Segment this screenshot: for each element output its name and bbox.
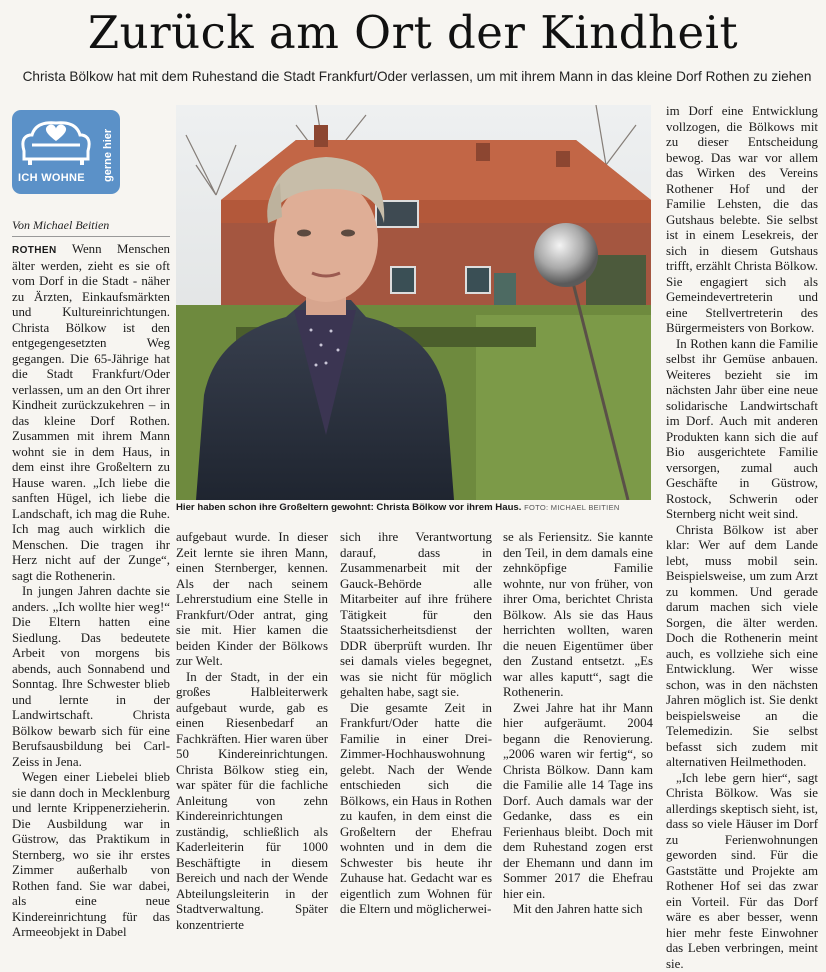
column-2-paragraph-2: In der Stadt, in der ein großes Halbleiterwerk aufgebaut wurde, gab es einen Riesenbedarf an Fachkräften. Hier waren über 50 Kindereinrichtungen. Christa Bölkow stieg ein, war später für die fachliche Anleitung von zehn Kindereinrichtungen zuständig, schließlich als Kaderleiterin für 1000 Beschäftigte in diesem Bereich und nach der Wende Abteilungsleiterin in der Stadtverwaltung. Später konzentrierte: [176, 670, 328, 934]
badge-side-text: gerne hier: [102, 168, 114, 182]
byline: Von Michael Beitien: [12, 218, 109, 233]
article-column-5: [666, 104, 818, 972]
column-5-paragraph-2: In Rothen kann die Familie selbst ihr Gemüse anbauen. Weiteres bezieht sie im nächsten Jahr über eine neue solidarische Landwirtschaft im Dorf. Auch mit anderen Produkten kann sich die auf Bio ausgerichtete Familie versorgen, zumal auch Geschäfte in Güstrow, Rostock, Schwerin oder Sternberg nicht weit sind.: [666, 337, 818, 523]
column-4-paragraph-2: Zwei Jahre hat ihr Mann hier aufgeräumt. 2004 begann die Renovierung. „2006 waren wir fertig“, so Christa Bölkow. Dann kam die Familie alle 14 Tage ins Dorf. Auch damals war der Gedanke, dass es ein Ferienhaus bleibt. Doch mit dem Ruhestand zogen erst der Ehemann und dann im Sommer 2017 die Ehefrau hier ein.: [503, 701, 653, 903]
photo-caption: Hier haben schon ihre Großeltern gewohnt: Christa Bölkow vor ihrem Haus.: [176, 502, 521, 513]
column-1-paragraph-3: Wegen einer Liebelei blieb sie dann doch in Mecklenburg und lernte Krippenerzieherin. Die Ausbildung war in Güstrow, das Praktikum in Sternberg, wo sie ihr erstes Zimmer außerhalb von Rothen fand. Sie war dabei, als eine neue Kindereinrichtung für das Armeeobjekt in Dabel: [12, 770, 170, 941]
column-4-paragraph-1: se als Feriensitz. Sie kannte den Teil, in dem damals eine zehnköpfige Familie wohnte, nur von früher, von ihrer Oma, berichtet Christa Bölkow. Als sie das Haus herrichten wollten, waren die neuen Eigentümer über den Zustand entsetzt. „Es war alles kaputt“, sagt die Rothenerin.: [503, 530, 653, 701]
column-2-paragraph-1: aufgebaut wurde. In dieser Zeit lernte sie ihren Mann, einen Sternberger, kennen. Als der nach seinem Lehrerstudium eine Stelle in Frankfurt/Oder antrat, ging sie mit. Hier kamen die beiden Kinder der Bölkows zur Welt.: [176, 530, 328, 670]
sofa-heart-icon: [18, 115, 94, 167]
photo-woman-in-front-of-house: [176, 105, 651, 500]
article-column-4: [503, 530, 653, 918]
badge-main-text: ICH WOHNE: [18, 172, 85, 184]
article-column-3: [340, 530, 492, 918]
column-5-paragraph-3: Christa Bölkow ist aber klar: Wer auf dem Lande lebt, muss mobil sein. Beispielsweise, um zum Arzt zu kommen. Und gerade darum machen sich viele Sorgen, die älter werden. Doch die Rothenerin meint auch, es vollziehe sich eine Entwicklung. Wer wisse schon, was in den nächsten Jahren möglich ist. Sie denkt beispielsweise an die Telemedizin. Sie selbst befasst sich zudem mit alternativen Heilmethoden.: [666, 523, 818, 771]
column-1-paragraph-1: ROTHEN Wenn Menschen älter werden, zieht es sie oft vom Dorf in die Stadt - näher zu Ärzten, Einkaufsmärkten und Kultureinrichtungen. Christa Bölkow ist den entgegengesetzten Weg gegangen. Die 65-Jährige hat die Stadt Frankfurt/Oder verlassen, um an den Ort ihrer Kindheit zurückzukehren – in das kleine Dorf Rothen. Zusammen mit ihrem Mann wohnt sie in dem Haus, in dem einst ihre Großeltern zu Hause waren. „Ich liebe die sanften Hügel, ich liebe die Landschaft, ich mag die Ruhe. Ich mag auch wirklich die Menschen. Die tragen ihr Herz nicht auf der Zunge“, sagt die Rothenerin.: [12, 242, 170, 584]
column-3-paragraph-2: Die gesamte Zeit in Frankfurt/Oder hatte die Familie in einer Drei-Zimmer-Hochhauswohnung gelebt. Nach der Wende entschieden sich die Bölkows, ein Haus in Rothen zu kaufen, in dem einst die Großeltern der Ehefrau wohnten und in dem die Schwester bis heute ihr Zuhause hat. Gedacht war es eigentlich zum Wohnen für die Eltern und möglicherwei-: [340, 701, 492, 918]
column-3-paragraph-1: sich ihre Verantwortung darauf, dass in Zusammenarbeit mit der Gauck-Behörde alle Mitarbeiter auf ihre frühere Tätigkeit für den Staatssicherheitsdienst der DDR überprüft wurden. Ihr sei damals vieles begegnet, was sie nicht für möglich gehalten habe, sagt sie.: [340, 530, 492, 701]
column-5-paragraph-4: „Ich lebe gern hier“, sagt Christa Bölkow. Was sie allerdings skeptisch sieht, ist, dass so viele Häuser im Dorf zu Ferienwohnungen geworden sind. Für die Gaststätte und Projekte am Rothener Hof sei das zwar ein Vorteil. Für das Dorf wäre es aber besser, wenn hier mehr feste Einwohner das Leben verbringen, meint sie.: [666, 771, 818, 972]
photo-credit: FOTO: MICHAEL BEITIEN: [524, 503, 619, 512]
article-headline: Zurück am Ort der Kindheit: [0, 6, 826, 59]
byline-rule: [12, 236, 170, 237]
article-column-1: [12, 242, 170, 941]
column-5-paragraph-1: im Dorf eine Entwicklung vollzogen, die Bölkows mit zu dieser Entscheidung bewog. Das war vor allem das Wirken des Vereins Rothener Hof und der Familie Lehsten, die das Gutshaus belebte. Sie selbst ist in einem Lesekreis, der sich in diesem Gutshaus trifft, erzählt Christa Bölkow. Sie engagiert sich als Gemeindevertreterin und eine Stellvertreterin des Bürgermeisters von Borkow.: [666, 104, 818, 337]
article-column-2: [176, 530, 328, 933]
ich-wohne-gerne-hier-badge: [12, 110, 120, 194]
article-photo: [176, 105, 651, 500]
photo-caption-line: [176, 502, 651, 513]
column-1-paragraph-2: In jungen Jahren dachte sie anders. „Ich wollte hier weg!“ Die Eltern hatten eine Siedlung. Das bedeutete Arbeit von morgens bis abends, auch Sonnabend und Sonntag. Ihre Schwester blieb und lernte in der Landwirtschaft. Christa Bölkow bewarb sich für eine Berufsausbildung bei Carl-Zeiss in Jena.: [12, 584, 170, 770]
dateline: ROTHEN: [12, 245, 57, 256]
column-4-paragraph-3: Mit den Jahren hatte sich: [503, 902, 653, 918]
article-subline: Christa Bölkow hat mit dem Ruhestand die Stadt Frankfurt/Oder verlassen, um mit ihrem Mann in das kleine Dorf Rothen zu ziehen: [12, 69, 822, 84]
